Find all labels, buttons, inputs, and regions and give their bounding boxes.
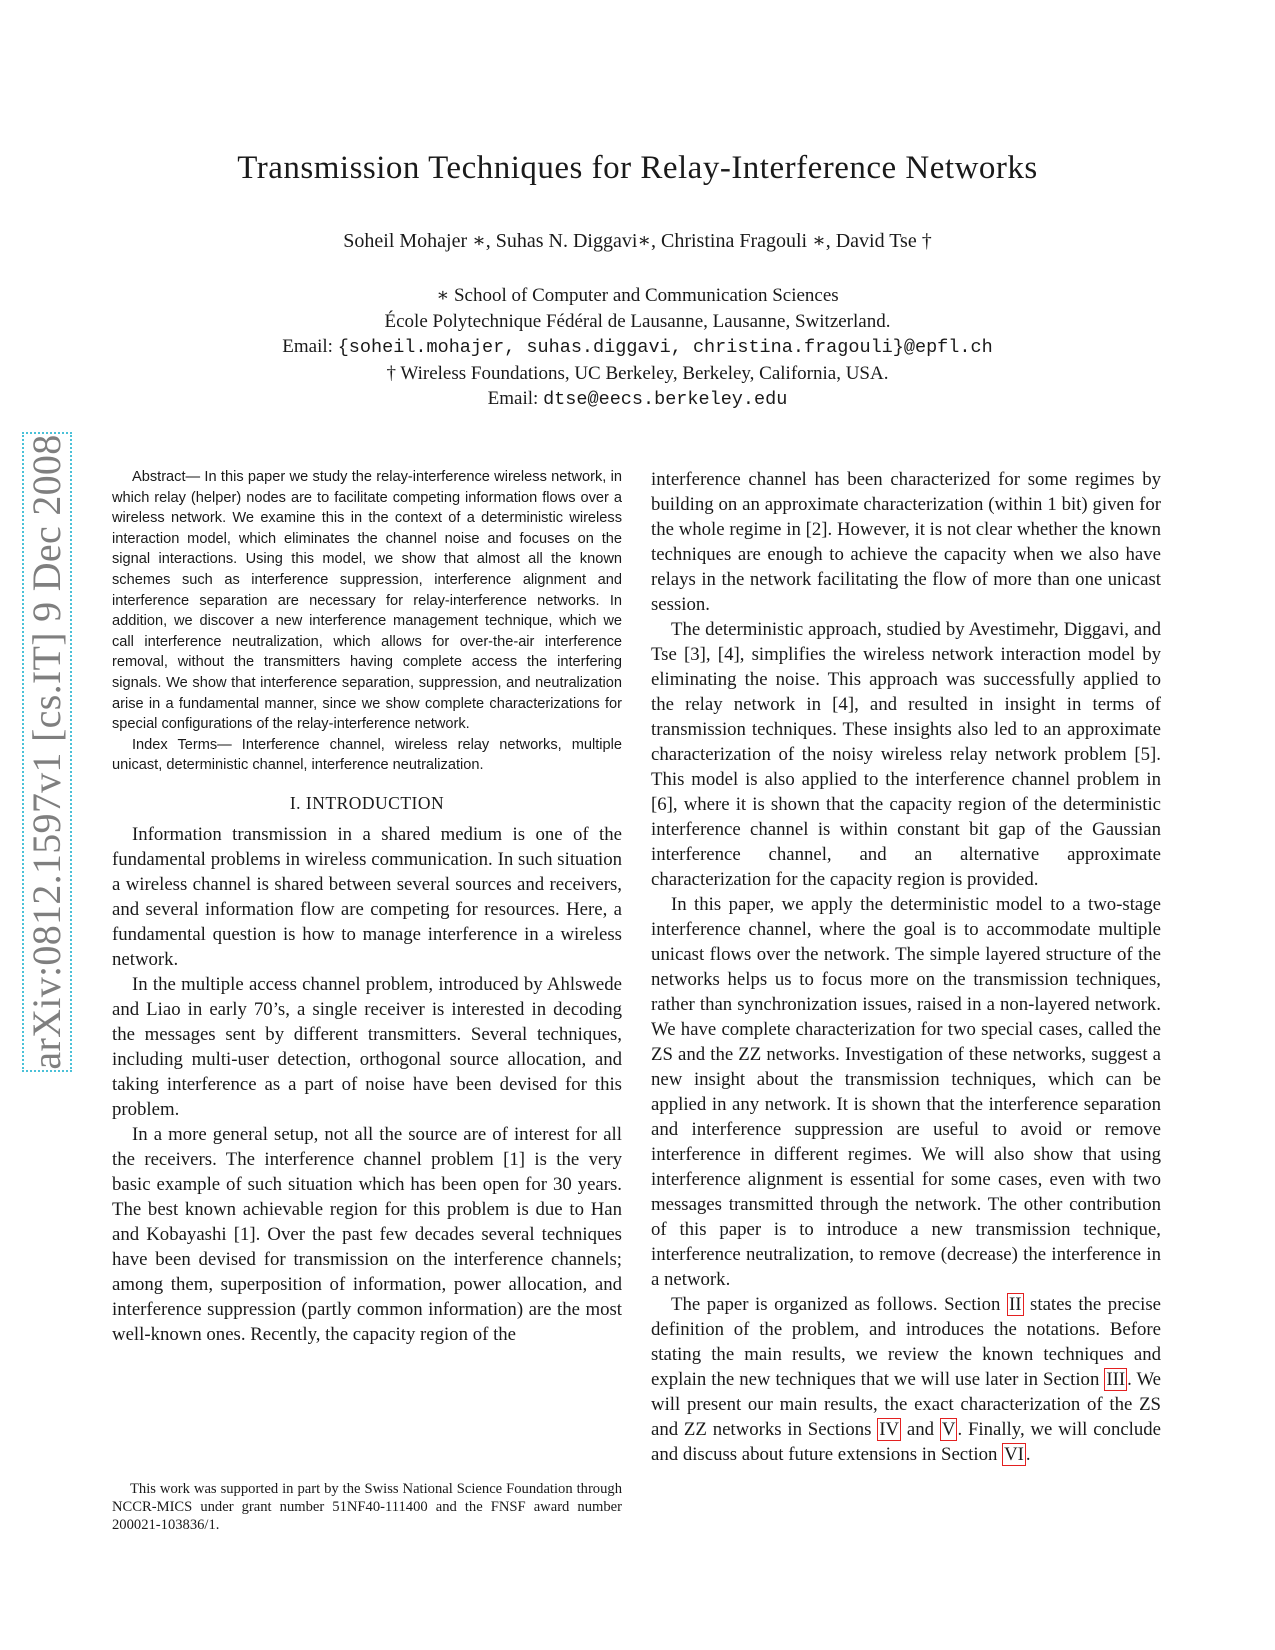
section-heading-introduction: I. INTRODUCTION [289, 792, 445, 813]
paragraph-organization [651, 1292, 1161, 1467]
paragraph: In the multiple access channel problem, introduced by Ahlswede and Liao in early 70’s, a single receiver is interested in decoding the messages sent by different transmitters. Several techniques, including multi-user detection, orthogonal source allocation, and taking interference as a part of noise have been devised for this problem. [112, 973, 622, 1120]
email-berkeley-line [0, 386, 1275, 413]
paragraph: In a more general setup, not all the source are of interest for all the receivers. The interference channel problem [1] is the very basic example of such situation which has been open for 30 years. The best known achievable region for this problem is due to Han and Kobayashi [1]. Over the past few decades several techniques have been devised for transmission on the interference channels; among them, superposition of information, power allocation, and interference suppression (partly common information) are the most well-known ones. Recently, the capacity region of the [112, 1123, 622, 1345]
paragraph: The deterministic approach, studied by Avestimehr, Diggavi, and Tse [3], [4], simplifies the wireless network interaction model by eliminating the noise. This approach was successfully applied to the relay network in [4], and resulted in insight in terms of transmission techniques. These insights also led to an approximate characterization of the noisy wireless relay network problem [5]. This model is also applied to the interference channel problem in [6], where it is shown that the capacity region of the deterministic interference channel is within constant bit gap of the Gaussian interference channel, and an alternative approximate characterization for the capacity region is provided. [651, 619, 1161, 890]
affiliations [0, 283, 1275, 413]
text-run: . We will present our main results, the exact characterization of the ZS and ZZ networks in Sections [651, 1369, 1161, 1440]
section-link-vi[interactable]: VI [1004, 1444, 1024, 1465]
paper-title: Transmission Techniques for Relay-Interference Networks [237, 150, 1038, 186]
abstract [112, 467, 622, 776]
footnote [112, 1480, 622, 1534]
affiliation-epfl-address: École Polytechnique Fédéral de Lausanne, Lausanne, Switzerland. [384, 310, 891, 332]
text-run: The paper is organized as follows. Section [671, 1294, 1007, 1315]
affiliation-epfl: ∗ School of Computer and Communication Sciences [436, 285, 839, 306]
text-run: . Finally, we will conclude and discuss about future extensions in Section [651, 1419, 1161, 1465]
paragraph: interference channel has been characterized for some regimes by building on an approximate characterization (within 1 bit) given for the whole regime in [2]. However, it is not clear whether the known techniques are enough to achieve the capacity when we also have relays in the network facilitating the flow of more than one unicast session. [651, 469, 1161, 615]
index-terms: Index Terms— Interference channel, wireless relay networks, multiple unicast, deterministic channel, interference neutralization. [112, 736, 622, 774]
arxiv-stamp: arXiv:0812.1597v1 [cs.IT] 9 Dec 2008 [22, 432, 72, 1072]
author-list: Soheil Mohajer ∗, Suhas N. Diggavi∗, Christina Fragouli ∗, David Tse † [343, 230, 932, 252]
right-column [651, 467, 1161, 1467]
email-berkeley[interactable]: dtse@eecs.berkeley.edu [543, 389, 788, 410]
section-link-iii[interactable]: III [1106, 1369, 1126, 1390]
email-epfl-line [0, 334, 1275, 361]
section-link-iv[interactable]: IV [879, 1419, 900, 1440]
paragraph: Information transmission in a shared medium is one of the fundamental problems in wireless communication. In such situation a wireless channel is shared between several sources and receivers, and several information flow are competing for resources. Here, a fundamental question is how to manage interference in a wireless network. [112, 823, 622, 970]
email-label: Email: [487, 388, 544, 409]
footnote-text: This work was supported in part by the Swiss National Science Foundation through NCCR-MICS under grant number 51NF40-111400 and the FNSF award number 200021-103836/1. [112, 1481, 622, 1533]
left-column [112, 467, 622, 1347]
section-link-v[interactable]: V [941, 1419, 956, 1440]
text-run: states the precise definition of the problem, and introduces the notations. Before stating the main results, we review the known techniques and explain the new techniques that we will use later in Section [651, 1294, 1161, 1390]
paragraph: In this paper, we apply the deterministic model to a two-stage interference channel, where the goal is to accommodate multiple unicast flows over the network. The simple layered structure of the networks helps us to focus more on the transmission techniques, rather than synchronization issues, raised in a non-layered network. We have complete characterization for two special cases, called the ZS and the ZZ networks. Investigation of these networks, suggest a new insight about the transmission techniques, which can be applied in any network. It is shown that the interference separation and interference suppression are useful to avoid or remove interference in different regimes. We will also show that using interference alignment is essential for some cases, even with two messages transmitted through the network. The other contribution of this paper is to introduce a new transmission technique, interference neutralization, to remove (decrease) the interference in a network. [651, 894, 1161, 1290]
abstract-text: Abstract— In this paper we study the relay-interference wireless network, in which relay (helper) nodes are to facilitate competing information flows over a wireless network. We examine this in the context of a deterministic wireless interaction model, which eliminates the channel noise and focuses on the signal interactions. Using this model, we show that almost all the known schemes such as interference suppression, interference alignment and interference separation are necessary for relay-interference networks. In addition, we discover a new interference management technique, which we call interference neutralization, which allows for over-the-air interference removal, without the transmitters having complete access the interfering signals. We show that interference separation, suppression, and neutralization arise in a fundamental manner, since we show complete characterizations for special configurations of the relay-interference network. [112, 469, 622, 733]
section-link-ii[interactable]: II [1008, 1294, 1022, 1315]
affiliation-berkeley: † Wireless Foundations, UC Berkeley, Berkeley, California, USA. [386, 362, 889, 384]
email-label: Email: [282, 336, 338, 357]
intro-left-body [112, 822, 622, 1347]
intro-right-body [651, 467, 1161, 1467]
text-run: and [901, 1419, 940, 1440]
text-run: . [1025, 1444, 1031, 1465]
email-epfl[interactable]: {soheil.mohajer, suhas.diggavi, christina.fragouli}@epfl.ch [337, 337, 993, 358]
